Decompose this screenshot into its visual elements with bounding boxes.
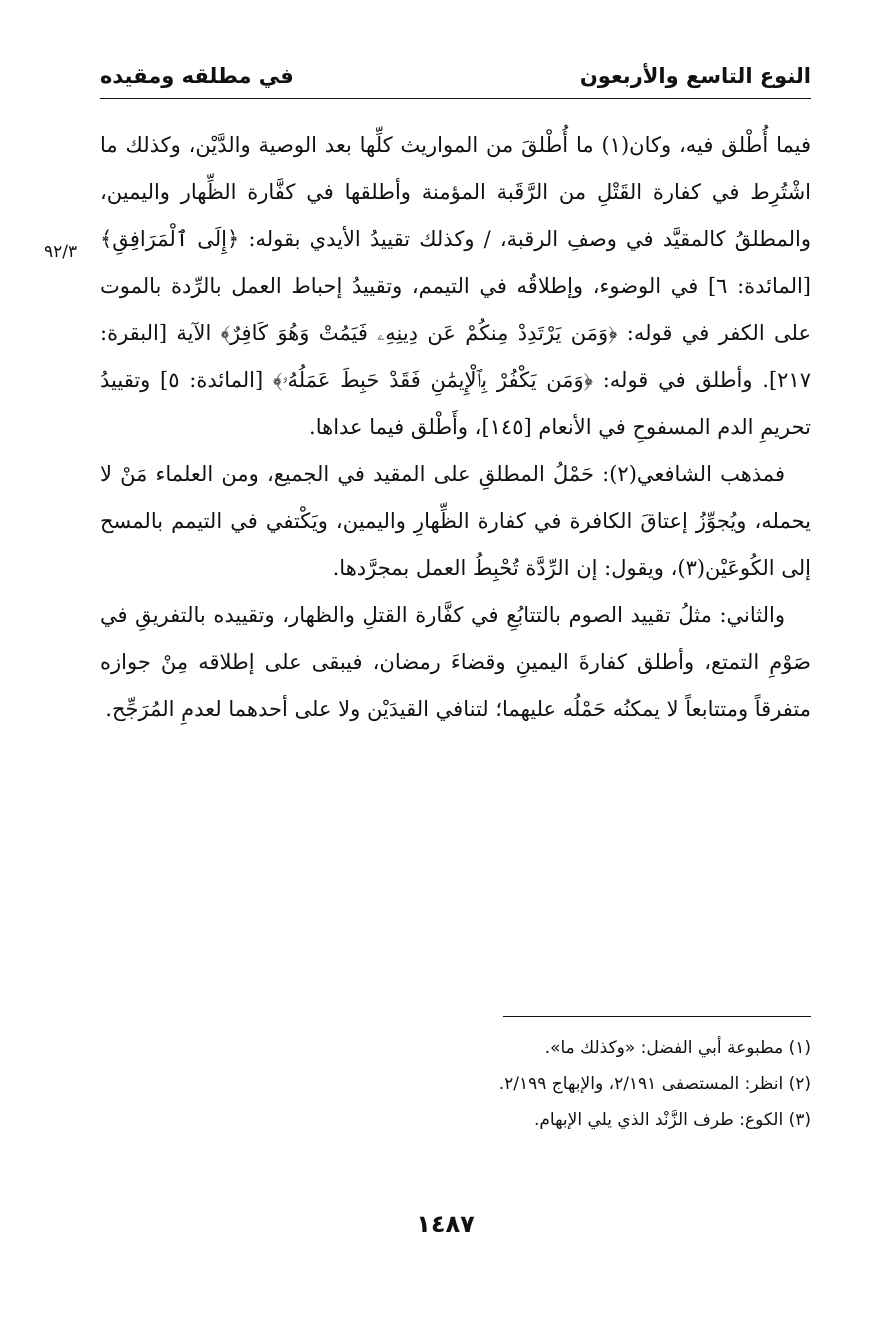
section-title: في مطلقه ومقيده: [100, 64, 294, 88]
paragraph-1: فيما أُطْلق فيه، وكان(١) ما أُطْلقَ من المواريث كلِّها بعد الوصية والدَّيْن، وكذلك ما اشْتُرِط في كفارة القَتْلِ من الرَّقَبة المؤمنة وأطلقها في كفَّارة الظِّهار واليمين، والمطلقُ كالمقيَّد في وصفِ الرقبة، / وكذلك تقييدُ الأيدي بقوله: ﴿إِلَى ٱلْمَرَافِقِ﴾ [المائدة: ٦] في الوضوء، وإطلاقُه في التيمم، وتقييدُ إحباط العمل بالرِّدة بالموت على الكفر في قوله: ﴿وَمَن يَرْتَدِدْ مِنكُمْ عَن دِينِهِۦ فَيَمُتْ وَهُوَ كَافِرٌ﴾ الآية [البقرة: ٢١٧]. وأطلق في قوله: ﴿وَمَن يَكْفُرْ بِٱلْإِيمَٰنِ فَقَدْ حَبِطَ عَمَلُهُۥ﴾ [المائدة: ٥] وتقييدُ تحريمِ الدم المسفوحِ في الأنعام [١٤٥]، وأَطْلق فيما عداها.: [100, 133, 811, 439]
margin-page-reference: ٩٢/٣: [44, 242, 78, 262]
footnote-2: (٢) انظر: المستصفى ٢/١٩١، والإبهاج ٢/١٩٩.: [498, 1074, 811, 1094]
running-header: [100, 58, 811, 94]
chapter-title: النوع التاسع والأربعون: [579, 64, 811, 88]
footnote-1: (١) مطبوعة أبي الفضل: «وكذلك ما».: [544, 1038, 811, 1058]
main-text: [100, 122, 811, 733]
footnote-3: (٣) الكوع: طرف الزَّنْد الذي يلي الإبهام.: [533, 1110, 811, 1130]
page-number: ١٤٨٧: [416, 1210, 475, 1238]
paragraph-2: فمذهب الشافعي(٢): حَمْلُ المطلقِ على المقيد في الجميع، ومن العلماء مَنْ لا يحمله، ويُجوِّزُ إعتاقَ الكافرة في كفارة الظِّهارِ واليمين، ويَكْتفي في التيمم بالمسح إلى الكُوعَيْن(٣)، ويقول: إن الرِّدَّة تُحْبِطُ العمل بمجرَّدها.: [100, 462, 811, 580]
paragraph-3: والثاني: مثلُ تقييد الصوم بالتتابُعِ في كفَّارة القتلِ والظهار، وتقييده بالتفريقِ في صَوْمِ التمتع، وأطلق كفارةَ اليمينِ وقضاءَ رمضان، فيبقى على إطلاقه مِنْ جوازه متفرقاً ومتتابعاً لا يمكنُه حَمْلُه عليهما؛ لتنافي القيدَيْن ولا على أحدهما لعدمِ المُرَجِّح.: [100, 603, 811, 721]
footnote-divider: [503, 1016, 811, 1017]
header-divider: [100, 98, 811, 99]
footnotes: [100, 1030, 811, 1138]
